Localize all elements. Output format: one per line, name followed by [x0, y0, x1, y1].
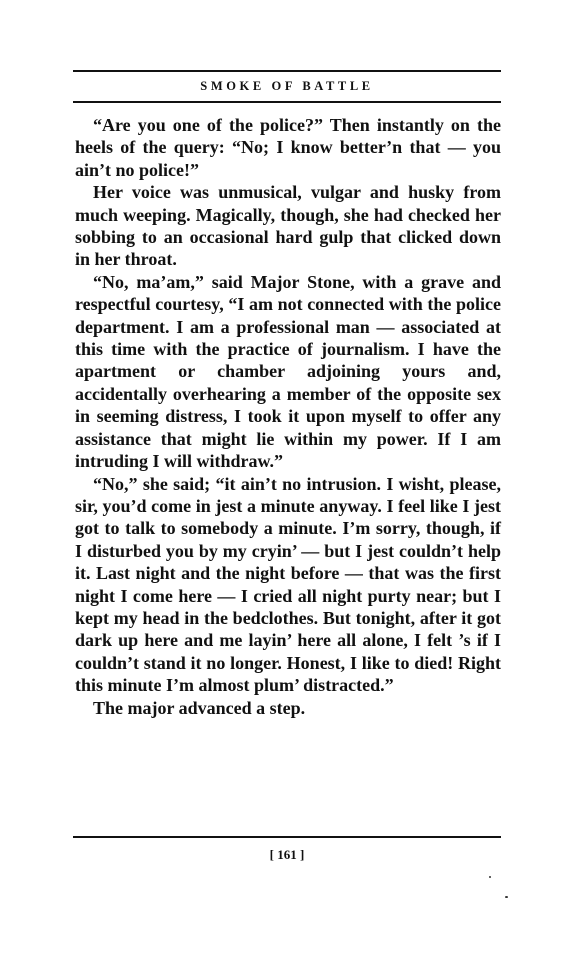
- header-bottom-rule: [73, 101, 501, 103]
- paragraph: “Are you one of the police?” Then instantly on the heels of the query: “No; I know better’n that — you ain’t no police!”: [75, 115, 501, 180]
- header-top-rule: [73, 70, 501, 72]
- paragraph: Her voice was unmusical, vulgar and husky from much weeping. Magically, though, she had checked her sobbing to an occasional hard gulp that clicked down in her throat.: [75, 182, 501, 270]
- running-header-title: SMOKE OF BATTLE: [200, 79, 374, 93]
- page-number: [ 161 ]: [269, 847, 305, 862]
- paragraph: “No,” she said; “it ain’t no intrusion. I wisht, please, sir, you’d come in jest a minute anyway. I feel like I jest got to talk to somebody a minute. I’m sorry, though, if I disturbed you by my cryin’ — but I jest couldn’t help it. Last night and the night before — that was the first night I come here — I cried all night purty near; but I kept my head in the bedclothes. But tonight, after it got dark up here and me layin’ here all alone, I felt ’s if I couldn’t stand it no longer. Honest, I like to died! Right this minute I’m almost plum’ distracted.”: [75, 473, 501, 696]
- paragraph: “No, ma’am,” said Major Stone, with a grave and respectful courtesy, “I am not connected with the police department. I am a professional man — associated at this time with the practice of journalism. I have the apartment or chamber adjoining yours and, accidentally overhearing a member of the opposite sex in seeming distress, I took it upon myself to offer any assistance that might lie within my power. If I am intruding I will withdraw.”: [75, 271, 501, 472]
- scan-speck: [489, 876, 491, 878]
- paragraph: The major advanced a step.: [93, 697, 306, 718]
- body-text: [75, 114, 501, 719]
- footer-rule: [73, 836, 501, 838]
- scan-speck: [505, 896, 508, 898]
